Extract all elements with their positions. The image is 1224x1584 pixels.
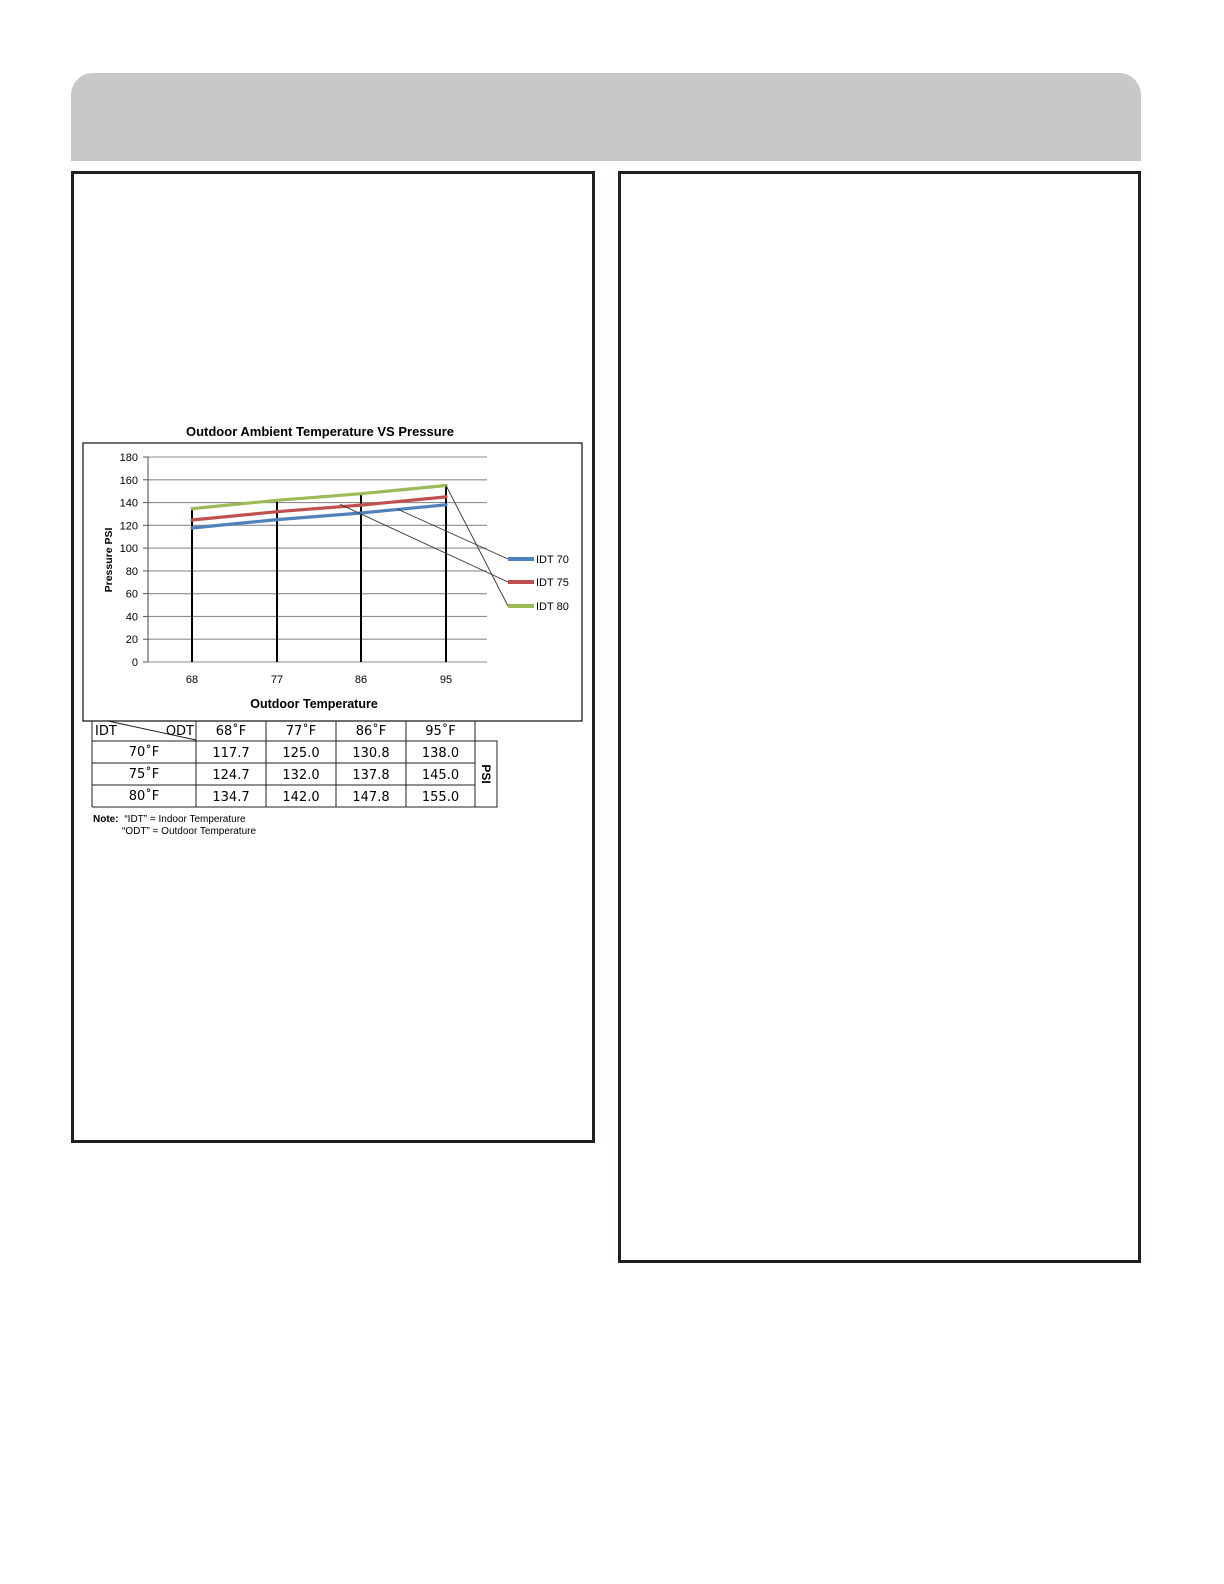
y-axis-label: Pressure PSI [103, 527, 115, 593]
table-header: 95˚F [425, 724, 456, 739]
table-cell: 138.0 [421, 746, 460, 761]
x-tick-label: 68 [185, 674, 199, 686]
table-row-label: 80˚F [128, 789, 160, 804]
x-tick-label: 86 [354, 674, 368, 686]
table-cell: 130.8 [352, 746, 390, 761]
table-cell: 132.0 [282, 768, 320, 783]
table-cell: 147.8 [352, 790, 390, 805]
y-tick-label: 180 [119, 452, 138, 464]
y-tick-label: 40 [125, 611, 138, 624]
table-cell: 145.0 [421, 768, 460, 783]
y-tick-label: 140 [119, 497, 138, 510]
y-tick-label: 80 [125, 565, 138, 578]
table-cell: 117.7 [212, 746, 250, 761]
table-unit-label: PSI [479, 764, 493, 784]
x-axis-label: Outdoor Temperature [250, 697, 378, 711]
table-cell: 134.7 [212, 790, 250, 805]
table-header: 86˚F [355, 724, 387, 739]
table-corner-idt: IDT [95, 724, 117, 739]
y-tick-label: 20 [125, 634, 138, 647]
x-tick-label: 95 [439, 674, 453, 686]
legend-label: IDT 70 [536, 554, 569, 566]
note-label: Note: [93, 814, 119, 825]
table-cell: 155.0 [421, 790, 460, 805]
note-line-2: “ODT” = Outdoor Temperature [122, 826, 257, 837]
y-tick-label: 60 [125, 588, 138, 601]
table-row-label: 75˚F [128, 767, 160, 782]
table-header: 77˚F [285, 724, 317, 739]
legend-label: IDT 75 [536, 577, 569, 589]
note-line-1: “IDT” = Indoor Temperature [124, 814, 246, 825]
table-cell: 137.8 [352, 768, 390, 783]
y-tick-label: 120 [119, 520, 138, 533]
pressure-table [92, 721, 497, 807]
legend-label: IDT 80 [536, 601, 569, 613]
table-header: 68˚F [215, 724, 247, 739]
note [93, 814, 246, 825]
table-corner-odt: ODT [165, 724, 194, 739]
table-cell: 125.0 [282, 746, 320, 761]
chart-title: Outdoor Ambient Temperature VS Pressure [185, 424, 455, 439]
table-row-label: 70˚F [128, 745, 160, 760]
y-tick-label: 0 [131, 657, 138, 669]
x-tick-label: 77 [270, 674, 284, 686]
table-cell: 124.7 [212, 768, 250, 783]
y-tick-label: 100 [119, 543, 138, 556]
table-cell: 142.0 [282, 790, 320, 805]
y-tick-label: 160 [119, 474, 138, 487]
